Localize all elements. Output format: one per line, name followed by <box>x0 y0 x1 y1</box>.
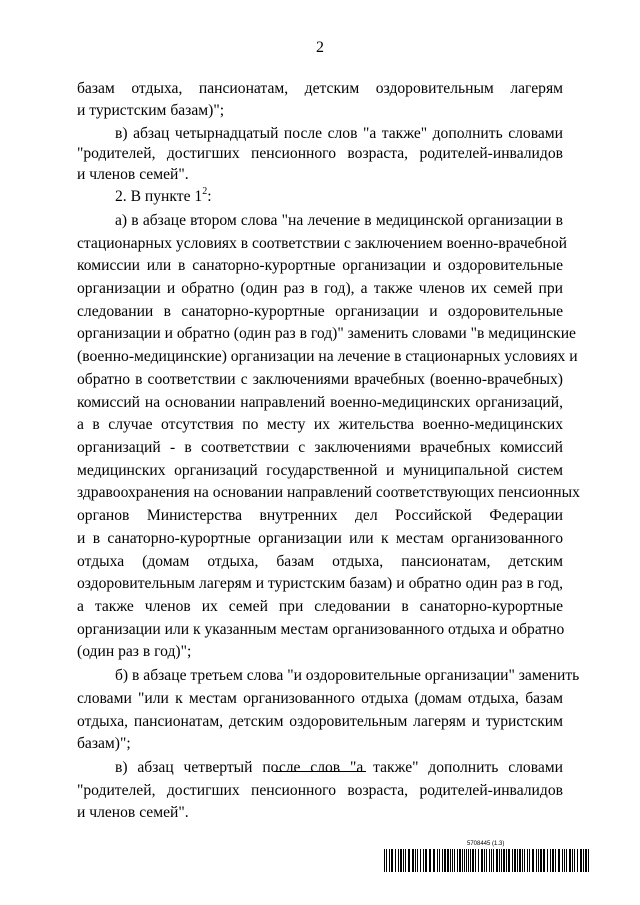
text-line <box>77 232 567 255</box>
text-line <box>115 209 563 232</box>
barcode-bar <box>433 849 435 872</box>
barcode-bar <box>425 849 427 872</box>
barcode-bar <box>412 849 414 872</box>
barcode-bar <box>415 849 416 872</box>
barcode-bar <box>496 849 498 872</box>
text-line-content: и туристским базам)"; <box>77 102 225 119</box>
barcode-bar <box>439 849 440 872</box>
barcode-bar <box>400 849 402 872</box>
superscript: 2 <box>202 185 208 197</box>
text-line <box>77 77 563 100</box>
barcode-bar <box>550 849 551 872</box>
barcode-bar <box>558 849 560 872</box>
text-line <box>77 732 563 755</box>
barcode-bar <box>452 849 453 872</box>
barcode-bar <box>484 849 485 872</box>
barcode-bar <box>588 849 589 872</box>
text-line <box>77 687 563 710</box>
text-line-content: организации или к указанным местам организованного отдыха и обратно <box>77 621 565 638</box>
text-line <box>115 664 580 687</box>
text-line-content: оздоровительным лагерям и туристским базам) и обратно один раз в год, <box>77 575 563 592</box>
text-line-content: б) в абзаце третьем слова "и оздоровительные организации" заменить <box>115 667 580 684</box>
text-line-content: и в санаторно-курортные организации или к местам организованного <box>77 530 563 547</box>
text-line <box>77 322 576 345</box>
text-line-content: стационарных условиях в соответствии с заключением военно-врачебной <box>77 235 567 252</box>
barcode-bar <box>524 849 525 872</box>
barcode-bar <box>529 849 530 872</box>
barcode-bar <box>543 849 545 872</box>
barcode-bar <box>566 849 567 872</box>
text-line <box>77 618 563 641</box>
barcode-bar <box>403 849 404 872</box>
barcode-bar <box>540 849 542 872</box>
text-line-content: а в случае отсутствия по месту их жительства военно-медицинских <box>77 416 563 433</box>
barcode-bar <box>491 849 492 872</box>
barcode-bar <box>585 849 587 872</box>
barcode-bar <box>389 849 390 872</box>
text-line-content: организаций - в соответствии с заключениями врачебных комиссий <box>77 439 563 456</box>
barcode-bar <box>417 849 418 872</box>
text-line-content: словами "или к местам организованного отдыха (домам отдыха, базам <box>77 690 563 707</box>
text-line-content: обратно в соответствии с заключениями врачебных (военно-врачебных) <box>77 371 563 388</box>
text-line <box>77 550 563 573</box>
barcode-bar <box>501 849 502 872</box>
text-line-content: "родителей, достигших пенсионного возраста, родителей-инвалидов <box>77 782 563 799</box>
barcode-bar <box>420 849 421 872</box>
barcode-bar <box>532 849 534 872</box>
barcode-bar <box>437 849 438 872</box>
barcode-bar <box>493 849 494 872</box>
text-line <box>77 595 563 618</box>
text-line <box>77 640 563 663</box>
barcode-bar <box>564 849 565 872</box>
barcode-bar <box>470 849 471 872</box>
barcode-bar <box>391 849 393 872</box>
barcode-bar <box>489 849 490 872</box>
text-line-content: органов Министерства внутренних дел Российской Федерации <box>77 507 563 524</box>
text-line <box>77 710 563 733</box>
text-line <box>77 572 563 595</box>
barcode-bar <box>536 849 537 872</box>
barcode-bar <box>580 849 582 872</box>
barcode-bar <box>506 849 507 872</box>
barcode-bar <box>538 849 539 872</box>
text-line <box>77 391 563 414</box>
text-line <box>77 481 580 504</box>
text-line-content: (один раз в год)"; <box>77 643 192 660</box>
text-line <box>77 345 578 368</box>
barcode-bar <box>569 849 571 872</box>
barcode-bar <box>577 849 578 872</box>
barcode-bar <box>398 849 399 872</box>
text-line <box>77 801 563 824</box>
barcode-bar <box>583 849 584 872</box>
barcode-bar <box>442 849 443 872</box>
text-line <box>77 779 563 802</box>
text-line-content: медицинских организаций государственной и муниципальной систем <box>77 462 563 479</box>
page-number: 2 <box>316 39 324 56</box>
barcode-bar <box>552 849 554 872</box>
text-line-content: а также членов их семей при следовании в санаторно-курортные <box>77 598 563 615</box>
text-line <box>77 504 563 527</box>
barcode-bar <box>464 849 465 872</box>
barcode-bar <box>517 849 518 872</box>
text-line-content: здравоохранения на основании направлений соответствующих пенсионных <box>77 484 580 501</box>
text-line <box>77 368 563 391</box>
barcode-bar <box>478 849 479 872</box>
barcode-bar <box>423 849 424 872</box>
document-stamp-number: 5708445 (1.3) <box>467 841 505 847</box>
barcode-bar <box>562 849 563 872</box>
text-line <box>77 459 563 482</box>
barcode-bar <box>408 849 410 872</box>
text-line-content: организации и обратно (один раз в год)" заменить словами "в медицинские <box>77 325 576 342</box>
barcode-bar <box>466 849 467 872</box>
text-line-content: отдыха (домам отдыха, базам отдыха, пансионатам, детским <box>77 553 563 570</box>
barcode-bar <box>384 849 385 872</box>
barcode-bar <box>527 849 528 872</box>
barcode-bar <box>386 849 387 872</box>
text-line-content: комиссий на основании направлений военно-медицинских организаций, <box>77 394 563 411</box>
barcode-bar <box>512 849 513 872</box>
barcode-bar <box>481 849 483 872</box>
text-line <box>115 756 563 779</box>
text-line <box>77 277 563 300</box>
text-line-content: и членов семей". <box>77 804 189 821</box>
barcode-bar <box>503 849 505 872</box>
text-line <box>77 142 563 165</box>
text-line-content: в) абзац четырнадцатый после слов "а также" дополнить словами <box>115 125 563 142</box>
text-line <box>77 413 563 436</box>
barcode-bar <box>462 849 463 872</box>
text-line-content: (военно-медицинские) организации на лечение в стационарных условиях и <box>77 348 578 365</box>
barcode-bar <box>405 849 406 872</box>
barcode-image <box>384 849 592 872</box>
barcode-bar <box>457 849 458 872</box>
text-line-content: а) в абзаце втором слова "на лечение в медицинской организации в <box>115 212 563 229</box>
barcode-bar <box>519 849 521 872</box>
text-line-content: "родителей, достигших пенсионного возраста, родителей-инвалидов <box>77 145 563 162</box>
text-line <box>77 436 563 459</box>
barcode-bar <box>444 849 446 872</box>
text-line-content: отдыха, пансионатам, детским оздоровительным лагерям и туристским <box>77 713 563 730</box>
text-line-content: базам)"; <box>77 735 131 752</box>
closing-separator-line <box>274 771 366 772</box>
barcode-bar <box>522 849 523 872</box>
barcode-bar <box>555 849 556 872</box>
text-line-content: 2. В пункте 1 <box>115 188 203 205</box>
barcode-bar <box>395 849 396 872</box>
text-line-content: базам отдыха, пансионатам, детским оздоровительным лагерям <box>77 80 563 97</box>
text-line <box>77 163 563 186</box>
barcode-bar <box>454 849 455 872</box>
text-line-tail: : <box>207 188 212 205</box>
barcode-bar <box>574 849 575 872</box>
barcode-bar <box>547 849 548 872</box>
barcode-bar <box>468 849 469 872</box>
barcode-bar <box>486 849 487 872</box>
barcode-bar <box>429 849 431 872</box>
barcode-bar <box>499 849 500 872</box>
text-line-content: и членов семей". <box>77 166 189 183</box>
barcode-bar <box>475 849 476 872</box>
barcode-bar <box>472 849 474 872</box>
text-line <box>77 527 563 550</box>
text-line-content: в) абзац четвертый после слов "а также" дополнить словами <box>115 759 563 776</box>
barcode-bar <box>459 849 461 872</box>
text-line-content: организации и обратно (один раз в год), а также членов их семей при <box>77 280 563 297</box>
text-line-content: следовании в санаторно-курортные организации и оздоровительные <box>77 303 563 320</box>
text-line <box>77 254 563 277</box>
barcode-bar <box>447 849 449 872</box>
barcode-bar <box>572 849 573 872</box>
text-line <box>115 185 563 208</box>
barcode-bar <box>450 849 451 872</box>
text-line <box>77 99 563 122</box>
text-line-content: комиссии или в санаторно-курортные организации и оздоровительные <box>77 257 563 274</box>
barcode-bar <box>508 849 510 872</box>
text-line <box>77 300 563 323</box>
barcode-bar <box>514 849 516 872</box>
